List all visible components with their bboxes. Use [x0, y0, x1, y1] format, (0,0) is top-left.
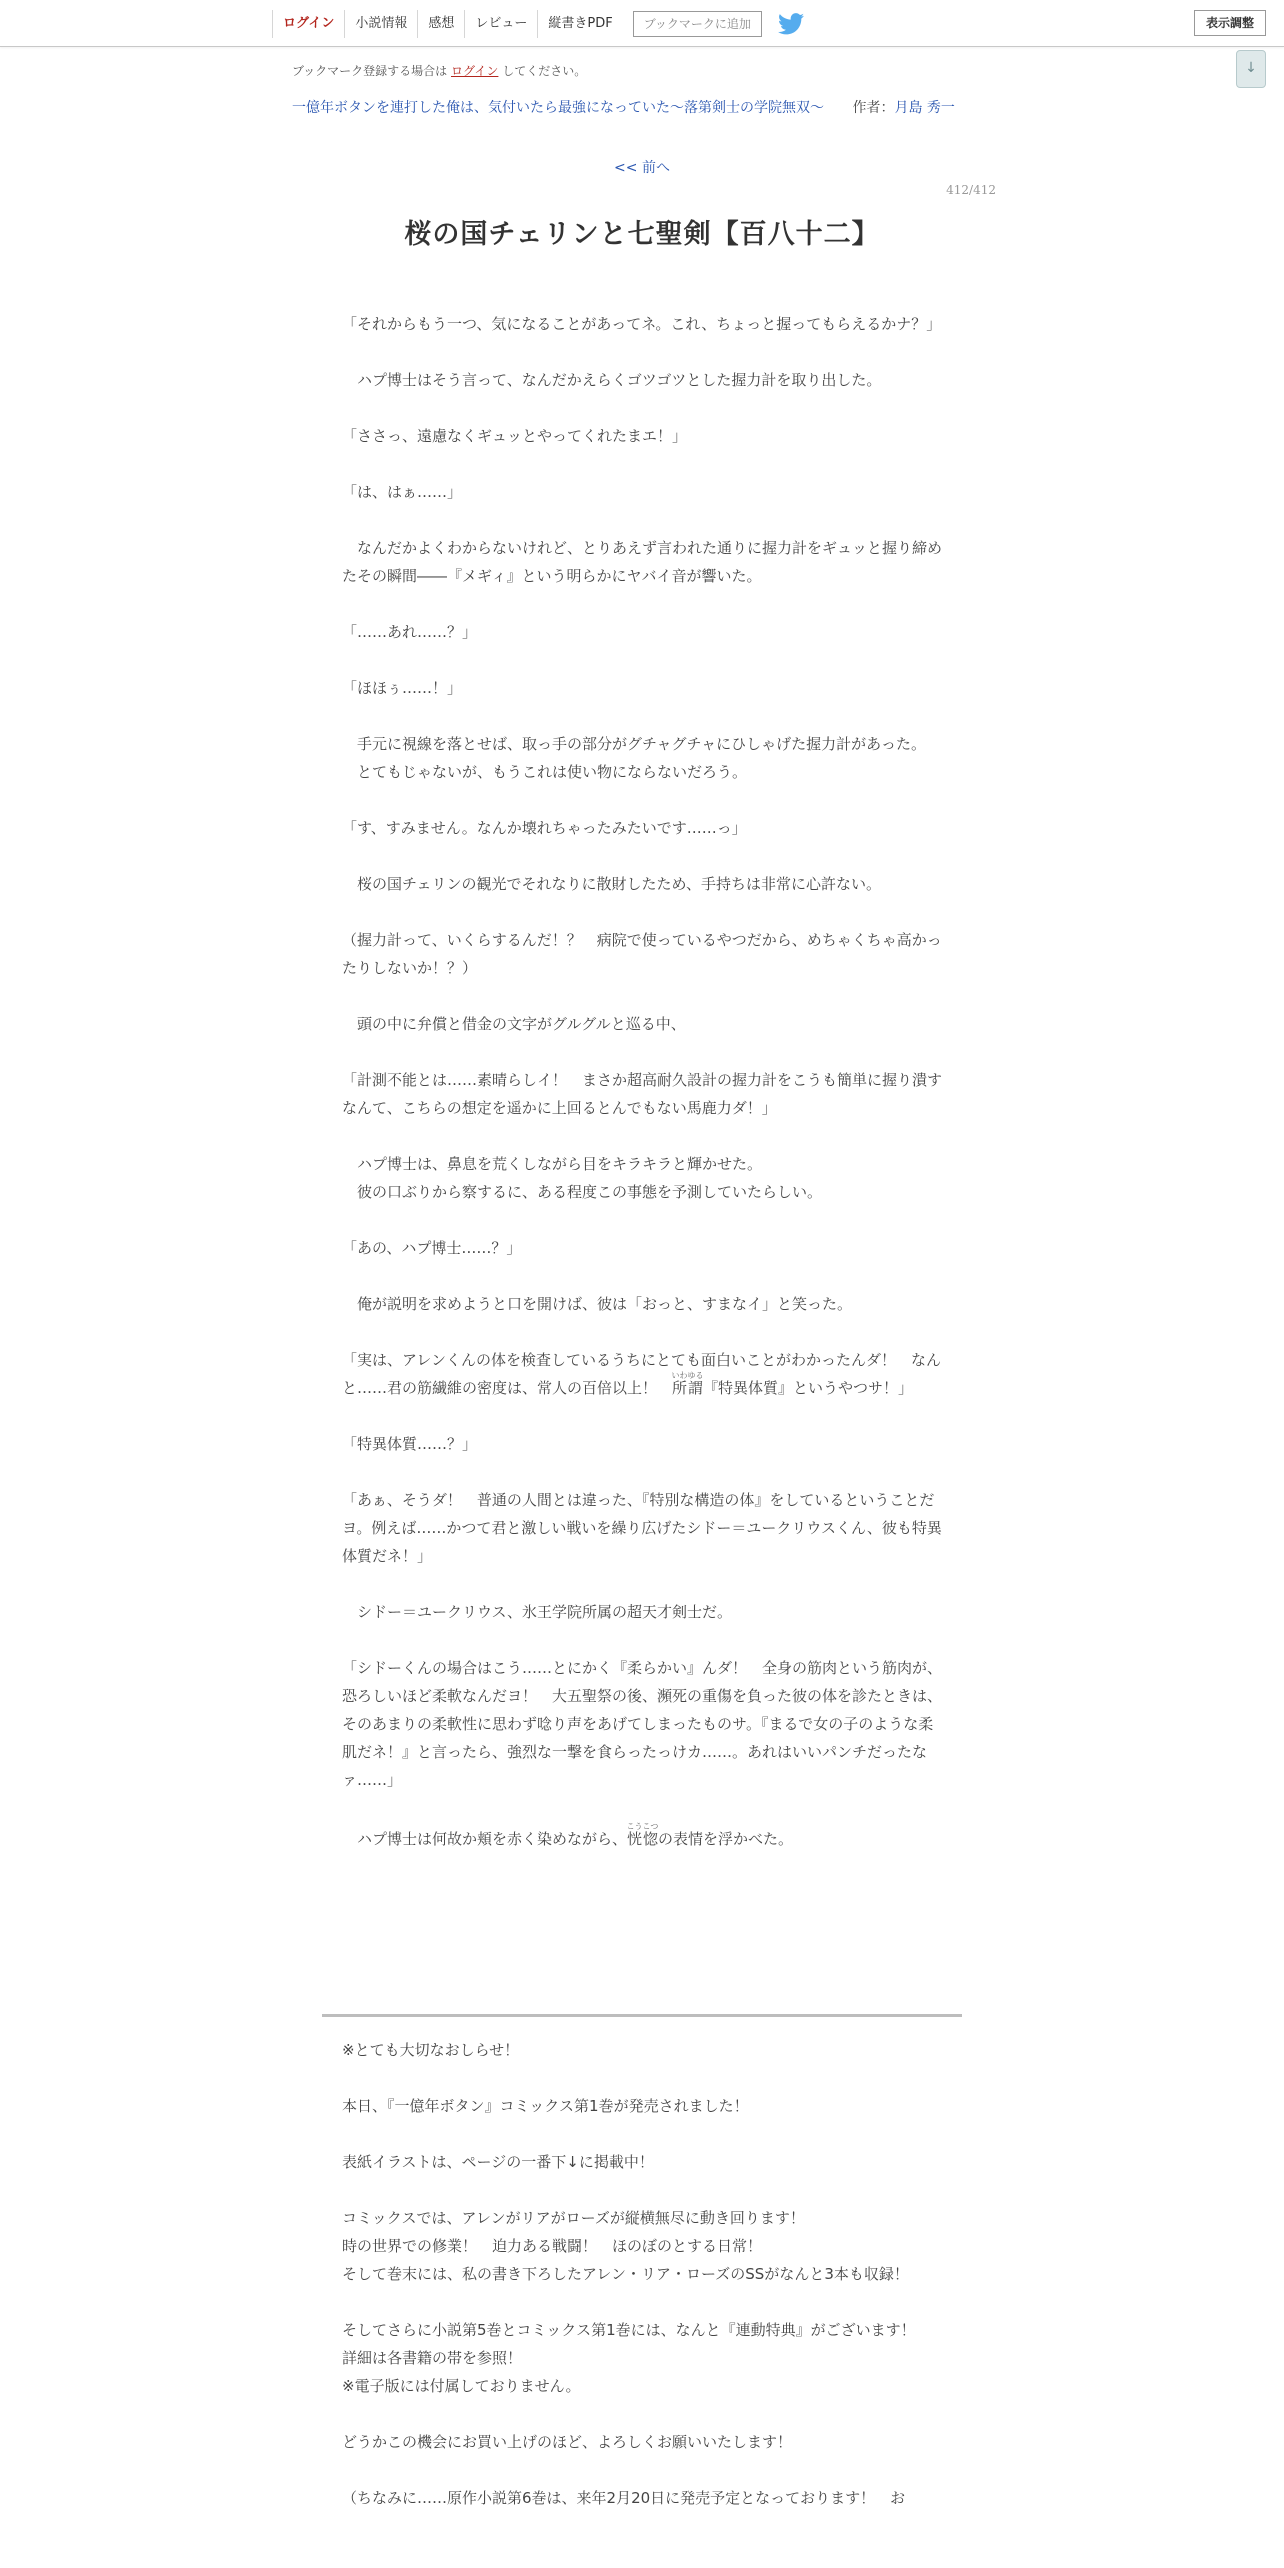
body-paragraph: とてもじゃないが、もうこれは使い物にならないだろう。 — [342, 763, 748, 781]
body-blank-line — [342, 394, 942, 422]
body-paragraph: 「実は、アレンくんの体を検査しているうちにとても面白いことがわかったんダ！ なんと……君の筋繊維の密度は、常人の百倍以上！ 所謂いわゆる『特異体質』というやつサ！」 — [342, 1351, 942, 1397]
body-paragraph: 「あぁ、そうダ！ 普通の人間とは違った、『特別な構造の体』をしているということだヨ。例えば……かつて君と激しい戦いを繰り広げたシドー＝ユークリウスくん、彼も特異体質だネ！」 — [342, 1491, 942, 1565]
nav-login[interactable]: ログイン — [272, 10, 344, 38]
afterword-paragraph: 詳細は各書籍の帯を参照！ — [342, 2349, 523, 2367]
pager-prev — [0, 157, 1284, 177]
body-paragraph: ハプ博士はそう言って、なんだかえらくゴツゴツとした握力計を取り出した。 — [342, 371, 882, 389]
nav-review[interactable]: レビュー — [464, 10, 537, 38]
author-link[interactable]: 月島 秀一 — [894, 100, 955, 116]
body-paragraph: 彼の口ぶりから察するに、ある程度この事態を予測していたらしい。 — [342, 1183, 823, 1201]
afterword-paragraph: そしてさらに小説第5巻とコミックス第1巻には、なんと『連動特典』がございます！ — [342, 2321, 916, 2339]
afterword-paragraph: そして巻末には、私の書き下ろしたアレン・リア・ローズのSSがなんと3本も収録！ — [342, 2265, 909, 2283]
body-blank-line — [342, 1038, 942, 1066]
body-paragraph: シドー＝ユークリウス、氷王学院所属の超天才剣士だ。 — [342, 1603, 733, 1621]
twitter-icon[interactable] — [778, 13, 804, 35]
body-paragraph: 「は、はぁ……」 — [342, 483, 463, 501]
nav-novel-info[interactable]: 小説情報 — [344, 10, 417, 38]
body-paragraph: 「それからもう一つ、気になることがあってネ。これ、ちょっと握ってもらえるかナ？」 — [342, 315, 942, 333]
body-blank-line — [342, 842, 942, 870]
nav-vertical-pdf[interactable]: 縦書きPDF — [537, 10, 622, 38]
display-settings-button[interactable]: 表示調整 — [1194, 10, 1266, 36]
afterword-blank-line — [342, 2400, 942, 2428]
login-note-suffix: してください。 — [502, 64, 587, 78]
body-blank-line — [342, 338, 942, 366]
afterword-paragraph: どうかこの機会にお買い上げのほど、よろしくお願いいたします！ — [342, 2433, 793, 2451]
page-count: 412/412 — [946, 183, 996, 197]
body-blank-line — [342, 1206, 942, 1234]
body-paragraph: （握力計って、いくらするんだ！？ 病院で使っているやつだから、めちゃくちゃ高かったりしないか！？） — [342, 931, 942, 977]
afterword-paragraph: （ちなみに……原作小説第6巻は、来年2月20日に発売予定となっております！ お — [342, 2489, 906, 2507]
login-note — [292, 62, 586, 79]
ruby-word: 恍惚こうこつ — [626, 1822, 659, 1848]
body-blank-line — [342, 1458, 942, 1486]
login-note-prefix: ブックマーク登録する場合は — [292, 64, 448, 78]
top-navigation-bar — [0, 0, 1284, 47]
login-note-link[interactable]: ログイン — [451, 64, 499, 78]
body-paragraph: 「特異体質……？」 — [342, 1435, 478, 1453]
afterword — [342, 2036, 942, 2512]
body-blank-line — [342, 898, 942, 926]
body-blank-line — [342, 702, 942, 730]
afterword-blank-line — [342, 2176, 942, 2204]
body-blank-line — [342, 1626, 942, 1654]
prev-page-link[interactable]: << 前へ — [614, 160, 670, 176]
body-paragraph: 手元に視線を落とせば、取っ手の部分がグチャグチャにひしゃげた握力計があった。 — [342, 735, 926, 753]
nav-impressions[interactable]: 感想 — [417, 10, 464, 38]
ruby-word: 所謂いわゆる — [671, 1371, 704, 1397]
series-title-link[interactable]: 一億年ボタンを連打した俺は、気付いたら最強になっていた～落第剣士の学院無双～ — [292, 100, 824, 116]
body-paragraph: 「す、すみません。なんか壊れちゃったみたいです……っ」 — [342, 819, 747, 837]
author-label: 作者： — [852, 100, 895, 116]
afterword-blank-line — [342, 2288, 942, 2316]
afterword-blank-line — [342, 2120, 942, 2148]
body-paragraph: 「……あれ……？」 — [342, 623, 478, 641]
afterword-blank-line — [342, 2456, 942, 2484]
body-blank-line — [342, 450, 942, 478]
body-blank-line — [342, 1122, 942, 1150]
body-paragraph: ハプ博士は、鼻息を荒くしながら目をキラキラと輝かせた。 — [342, 1155, 763, 1173]
body-blank-line — [342, 646, 942, 674]
body-blank-line — [342, 1570, 942, 1598]
afterword-paragraph: 表紙イラストは、ページの一番下↓に掲載中！ — [342, 2153, 654, 2171]
body-paragraph: ハプ博士は何故か頬を赤く染めながら、恍惚こうこつの表情を浮かべた。 — [342, 1822, 793, 1848]
body-blank-line — [342, 1262, 942, 1290]
afterword-paragraph: 時の世界での修業！ 迫力ある戦闘！ ほのぼのとする日常！ — [342, 2237, 763, 2255]
afterword-paragraph: ※電子版には付属しておりません。 — [342, 2377, 581, 2395]
afterword-blank-line — [342, 2064, 942, 2092]
series-info — [292, 97, 955, 117]
body-paragraph: 「あの、ハプ博士……？」 — [342, 1239, 522, 1257]
afterword-divider — [322, 2014, 962, 2017]
afterword-paragraph: コミックスでは、アレンがリアがローズが縦横無尽に動き回ります！ — [342, 2209, 805, 2227]
body-blank-line — [342, 786, 942, 814]
novel-body — [342, 310, 942, 1853]
body-blank-line — [342, 1794, 942, 1822]
scroll-down-button[interactable]: ↓ — [1236, 50, 1266, 88]
chapter-title: 桜の国チェリンと七聖剣【百八十二】 — [404, 219, 880, 250]
body-blank-line — [342, 506, 942, 534]
body-blank-line — [342, 1318, 942, 1346]
body-paragraph: 桜の国チェリンの観光でそれなりに散財したため、手持ちは非常に心許ない。 — [342, 875, 881, 893]
body-paragraph: 頭の中に弁償と借金の文字がグルグルと巡る中、 — [342, 1015, 686, 1033]
body-paragraph: 「ささっ、遠慮なくギュッとやってくれたまエ！」 — [342, 427, 688, 445]
afterword-paragraph: ※とても大切なおしらせ！ — [342, 2041, 520, 2059]
body-paragraph: 「シドーくんの場合はこう……とにかく『柔らかい』んダ！ 全身の筋肉という筋肉が、恐ろしいほど柔軟なんだヨ！ 大五聖祭の後、瀕死の重傷を負った彼の体を診たときは、そのあまりの柔軟性に思わず唸り声をあげてしまったものサ。『まるで女の子のような柔肌だネ！』と言ったら、強烈な一撃を食らったっけカ……。あれはいいパンチだったなァ……」 — [342, 1659, 943, 1789]
body-blank-line — [342, 1402, 942, 1430]
header-nav — [272, 8, 804, 40]
afterword-paragraph: 本日、『一億年ボタン』コミックス第1巻が発売されました！ — [342, 2097, 749, 2115]
body-blank-line — [342, 590, 942, 618]
add-bookmark-button[interactable]: ブックマークに追加 — [633, 11, 762, 37]
body-paragraph: 「計測不能とは……素晴らしイ！ まさか超高耐久設計の握力計をこうも簡単に握り潰すなんて、こちらの想定を遥かに上回るとんでもない馬鹿力ダ！」 — [342, 1071, 943, 1117]
body-paragraph: 「ほほぅ……！」 — [342, 679, 463, 697]
body-blank-line — [342, 982, 942, 1010]
body-paragraph: 俺が説明を求めようと口を開けば、彼は「おっと、すまなイ」と笑った。 — [342, 1295, 853, 1313]
body-paragraph: なんだかよくわからないけれど、とりあえず言われた通りに握力計をギュッと握り締めたその瞬間――『メギィ』という明らかにヤバイ音が響いた。 — [342, 539, 943, 585]
